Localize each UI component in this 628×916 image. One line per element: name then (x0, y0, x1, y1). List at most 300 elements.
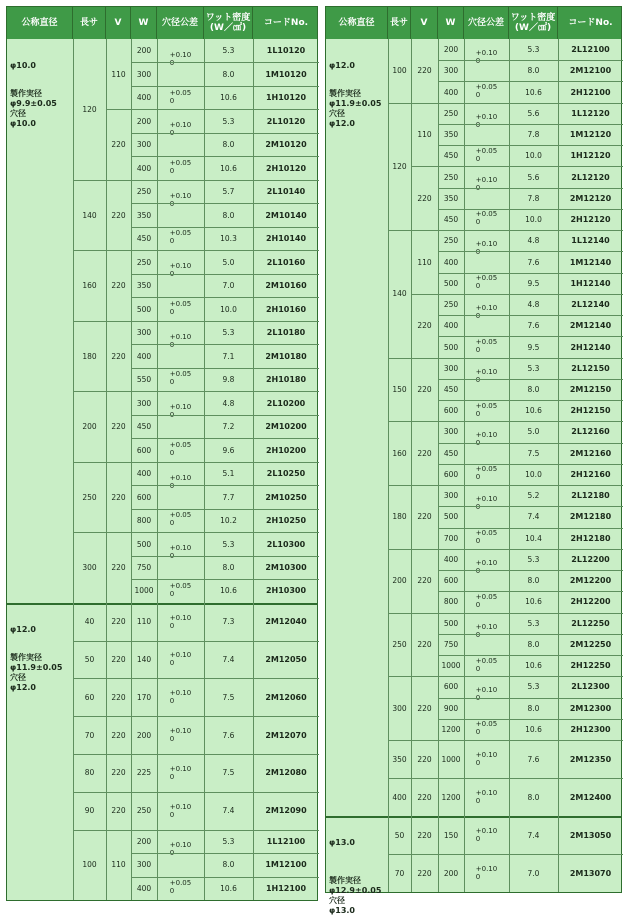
watt-value: 200 (136, 836, 152, 846)
voltage-value: 220 (111, 492, 126, 502)
watt-density-value: 5.0 (222, 257, 235, 267)
product-code: 2M12090 (265, 806, 307, 816)
hole-tolerance: +0.10 0 (475, 431, 498, 448)
product-code: 2M12100 (569, 66, 612, 76)
product-code: 2M12060 (265, 692, 307, 702)
watt-density-value: 7.0 (222, 281, 235, 291)
product-code: 1H12100 (265, 883, 307, 893)
watt-density-value: 5.7 (222, 187, 235, 197)
product-code: 2M12250 (569, 639, 612, 649)
diameter-label-line: φ11.9±0.05 (329, 99, 382, 108)
diameter-label-line: 穴径 (10, 109, 26, 118)
header-volt: V (411, 7, 438, 39)
product-code: 2M10120 (265, 140, 307, 150)
product-code: 2H12100 (570, 87, 611, 97)
voltage-value: 220 (111, 692, 126, 702)
watt-value: 500 (136, 539, 152, 549)
product-code: 2M12150 (569, 384, 612, 394)
length-value: 160 (82, 281, 97, 291)
header-volt: V (106, 7, 131, 39)
watt-density-value: 8.0 (527, 66, 540, 76)
length-value: 100 (82, 860, 97, 870)
watt-value: 200 (443, 868, 459, 878)
watt-value: 300 (136, 328, 152, 338)
watt-density-value: 5.2 (527, 491, 540, 501)
watt-value: 200 (443, 45, 459, 55)
watt-density-value: 5.3 (222, 328, 235, 338)
product-code: 1L12100 (266, 836, 306, 846)
watt-value: 450 (443, 448, 459, 458)
watt-density-value: 10.6 (220, 883, 237, 893)
watt-density-value: 7.8 (527, 193, 540, 203)
watt-value: 700 (443, 533, 459, 543)
watt-value: 500 (443, 342, 459, 352)
product-code: 2M12180 (569, 512, 612, 522)
hole-tolerance: +0.10 0 (169, 651, 192, 668)
watt-density-value: 7.4 (222, 806, 235, 816)
voltage-value: 220 (111, 617, 126, 627)
voltage-value: 220 (417, 512, 432, 522)
voltage-value: 220 (417, 868, 432, 878)
watt-value: 400 (136, 163, 152, 173)
length-value: 300 (392, 703, 407, 713)
watt-density-value: 10.6 (525, 661, 542, 671)
product-code: 2H12180 (570, 533, 611, 543)
watt-density-value: 8.0 (222, 860, 235, 870)
watt-value: 400 (443, 554, 459, 564)
product-code: 2L12160 (571, 427, 610, 437)
watt-density-value: 10.4 (525, 533, 542, 543)
watt-value: 110 (136, 617, 152, 627)
watt-value: 400 (136, 883, 152, 893)
product-code: 2H10250 (265, 516, 307, 525)
watt-value: 400 (443, 257, 459, 267)
hole-tolerance: +0.10 0 (475, 751, 498, 767)
watt-value: 400 (136, 351, 152, 361)
watt-value: 300 (443, 66, 459, 76)
watt-density-value: 10.6 (220, 586, 237, 596)
hole-tolerance: +0.05 0 (169, 299, 192, 316)
watt-density-value: 8.0 (527, 792, 540, 802)
hole-tolerance: +0.10 0 (475, 827, 498, 843)
watt-density-value: 10.0 (220, 304, 237, 314)
diameter-label-line: φ11.9±0.05 (10, 662, 63, 672)
voltage-value: 110 (111, 860, 126, 870)
watt-value: 450 (136, 234, 152, 244)
watt-value: 350 (136, 281, 152, 291)
header-watt: W (438, 7, 464, 39)
watt-density-value: 5.3 (527, 363, 540, 373)
voltage-value: 220 (111, 210, 126, 220)
header-code: コードNo. (263, 18, 309, 28)
hole-tolerance: +0.10 0 (475, 112, 498, 129)
watt-value: 750 (443, 639, 459, 649)
diameter-label-block (326, 816, 388, 915)
hole-tolerance: +0.10 0 (475, 303, 498, 320)
watt-density-value: 5.3 (527, 618, 540, 628)
hole-tolerance: +0.10 0 (475, 49, 498, 66)
watt-density-value: 10.6 (525, 406, 542, 416)
grid-line (411, 39, 412, 892)
hole-tolerance: +0.10 0 (475, 176, 498, 193)
product-code: 1L12140 (571, 236, 610, 246)
watt-density-value: 7.8 (527, 130, 540, 140)
hole-tolerance: +0.05 0 (475, 656, 498, 673)
watt-density-value: 5.3 (527, 45, 540, 55)
product-code: 2H10120 (265, 163, 307, 173)
watt-density-value: 7.6 (527, 257, 540, 267)
voltage-value: 110 (417, 130, 432, 140)
voltage-value: 220 (111, 351, 126, 361)
voltage-value: 220 (111, 654, 126, 664)
watt-density-value: 5.6 (527, 108, 540, 118)
voltage-value: 220 (417, 792, 432, 802)
product-code: 1M10120 (265, 69, 307, 79)
product-code: 2M12050 (265, 654, 307, 664)
product-code: 2L12300 (571, 682, 610, 692)
watt-value: 600 (443, 469, 459, 479)
watt-value: 400 (136, 93, 152, 103)
grid-line (131, 39, 132, 900)
product-code: 2M10200 (265, 422, 307, 432)
diameter-label-block (326, 39, 388, 816)
watt-value: 300 (136, 860, 152, 870)
hole-tolerance: +0.05 0 (475, 83, 498, 100)
product-code: 2H12150 (570, 406, 611, 416)
hole-tolerance: +0.10 0 (475, 789, 498, 805)
voltage-value: 220 (417, 754, 432, 764)
product-code: 2L10300 (266, 539, 306, 549)
watt-value: 300 (136, 69, 152, 79)
watt-density-value: 10.2 (220, 516, 237, 525)
hole-tolerance: +0.10 0 (169, 802, 192, 819)
watt-density-value: 9.5 (527, 342, 540, 352)
watt-density-value: 10.6 (525, 597, 542, 607)
product-code: 2L10180 (266, 328, 306, 338)
product-code: 2M13050 (569, 830, 612, 840)
product-code: 2L10140 (266, 187, 306, 197)
product-code: 1M12100 (265, 860, 307, 870)
watt-value: 600 (136, 445, 152, 455)
voltage-value: 220 (417, 830, 432, 840)
watt-value: 200 (136, 46, 152, 56)
watt-value: 450 (443, 384, 459, 394)
header-length: 長サ (73, 7, 106, 39)
header-density: ワット密度 (W／㎠) (204, 7, 253, 39)
watt-density-value: 7.5 (222, 768, 235, 778)
product-code: 1L10120 (266, 46, 306, 56)
watt-density-value: 8.0 (527, 576, 540, 586)
watt-density-value: 9.6 (222, 445, 235, 455)
header-diameter: 公称直径 (326, 7, 388, 39)
hole-tolerance: +0.10 0 (475, 558, 498, 575)
product-code: 2M12140 (569, 321, 612, 331)
watt-density-value: 7.2 (222, 422, 235, 432)
diameter-label-block (7, 603, 73, 900)
grid-line (438, 39, 439, 892)
hole-tolerance: +0.10 0 (169, 403, 192, 420)
hole-tolerance: +0.05 0 (475, 146, 498, 163)
length-value: 400 (392, 792, 407, 802)
watt-value: 600 (443, 406, 459, 416)
watt-density-value: 7.7 (222, 492, 235, 502)
product-code: 2L12180 (571, 491, 610, 501)
diameter-label-line: 製作実径 (10, 89, 42, 98)
watt-value: 150 (443, 830, 459, 840)
watt-density-value: 8.0 (222, 69, 235, 79)
watt-value: 600 (443, 682, 459, 692)
diameter-label-line: 製作実径 (10, 652, 42, 662)
product-code: 1M12140 (569, 257, 612, 267)
watt-value: 300 (136, 398, 152, 408)
watt-value: 450 (443, 151, 459, 161)
hole-tolerance: +0.05 0 (475, 337, 498, 354)
voltage-value: 110 (111, 69, 126, 79)
product-code: 2H12250 (570, 661, 611, 671)
length-value: 160 (392, 448, 407, 458)
watt-density-value: 5.3 (222, 46, 235, 56)
product-code: 2L12140 (571, 300, 610, 310)
right-spec-table (325, 6, 622, 915)
watt-value: 1000 (441, 661, 461, 671)
product-code: 2M10180 (265, 351, 307, 361)
voltage-value: 220 (417, 66, 432, 76)
watt-value: 450 (443, 215, 459, 225)
watt-density-value: 10.3 (220, 234, 237, 244)
watt-density-value: 8.0 (222, 140, 235, 150)
product-code: 2H10180 (265, 375, 307, 385)
product-code: 1M12120 (569, 130, 612, 140)
watt-density-value: 7.4 (527, 830, 540, 840)
diameter-label-line: 製作実径 (329, 876, 361, 885)
watt-density-value: 7.5 (527, 448, 540, 458)
watt-density-value: 4.8 (527, 300, 540, 310)
product-code: 2H10160 (265, 304, 307, 314)
hole-tolerance: +0.10 0 (169, 121, 192, 138)
voltage-value: 220 (417, 639, 432, 649)
watt-density-value: 5.3 (222, 539, 235, 549)
hole-tolerance: +0.10 0 (169, 689, 192, 706)
product-code: 2M10300 (265, 562, 307, 572)
watt-value: 500 (443, 512, 459, 522)
grid-line (388, 39, 389, 892)
watt-density-value: 7.0 (527, 868, 540, 878)
watt-value: 350 (136, 210, 152, 220)
watt-density-value: 7.1 (222, 351, 235, 361)
watt-density-value: 10.6 (220, 93, 237, 103)
length-value: 180 (82, 351, 97, 361)
product-code: 2H12160 (570, 469, 611, 479)
watt-density-value: 7.6 (222, 730, 235, 740)
watt-density-value: 8.0 (527, 384, 540, 394)
length-value: 90 (84, 806, 95, 816)
watt-value: 350 (443, 130, 459, 140)
watt-value: 250 (136, 187, 152, 197)
product-code: 2M12080 (265, 768, 307, 778)
product-code: 1L12120 (571, 108, 610, 118)
length-value: 80 (84, 768, 95, 778)
length-value: 100 (392, 66, 407, 76)
length-value: 70 (394, 868, 405, 878)
watt-density-value: 5.0 (527, 427, 540, 437)
watt-density-value: 10.6 (525, 724, 542, 734)
watt-value: 900 (443, 703, 459, 713)
watt-value: 200 (136, 116, 152, 126)
diameter-label-line: φ12.0 (329, 119, 355, 128)
header-density: ワット密度 (W／㎠) (509, 7, 558, 39)
product-code: 2M10140 (265, 210, 307, 220)
length-value: 120 (392, 161, 407, 171)
voltage-value: 220 (417, 384, 432, 394)
hole-tolerance: +0.10 0 (169, 262, 192, 279)
length-value: 300 (82, 562, 97, 572)
voltage-value: 220 (111, 768, 126, 778)
watt-value: 550 (136, 375, 152, 385)
length-value: 140 (392, 289, 407, 299)
product-code: 2M12350 (569, 754, 612, 764)
hole-tolerance: +0.10 0 (169, 332, 192, 349)
watt-value: 500 (443, 278, 459, 288)
hole-tolerance: +0.05 0 (169, 581, 192, 598)
watt-density-value: 7.6 (527, 321, 540, 331)
diameter-label-line: 穴径 (329, 109, 345, 118)
voltage-value: 220 (417, 193, 432, 203)
watt-value: 250 (443, 108, 459, 118)
watt-density-value: 7.3 (222, 617, 235, 627)
length-value: 40 (84, 617, 95, 627)
watt-density-value: 9.8 (222, 375, 235, 385)
table-header (7, 7, 317, 39)
product-code: 2H10300 (265, 586, 307, 596)
hole-tolerance: +0.05 0 (169, 511, 192, 528)
product-code: 2M12400 (569, 792, 612, 802)
product-code: 1H12120 (570, 151, 611, 161)
product-code: 2H12120 (570, 215, 611, 225)
hole-tolerance: +0.10 0 (475, 622, 498, 639)
watt-value: 400 (443, 87, 459, 97)
watt-density-value: 5.3 (222, 836, 235, 846)
hole-tolerance: +0.10 0 (169, 841, 192, 858)
length-value: 200 (392, 576, 407, 586)
hole-tolerance: +0.10 0 (475, 240, 498, 257)
product-code: 2L10250 (266, 469, 306, 479)
watt-density-value: 9.5 (527, 278, 540, 288)
voltage-value: 220 (111, 806, 126, 816)
length-value: 50 (394, 830, 405, 840)
watt-value: 400 (443, 321, 459, 331)
watt-density-value: 8.0 (222, 562, 235, 572)
hole-tolerance: +0.10 0 (169, 764, 192, 781)
header-watt: W (131, 7, 157, 39)
diameter-label-line: φ13.0 (329, 838, 355, 847)
voltage-value: 220 (417, 576, 432, 586)
watt-value: 250 (443, 236, 459, 246)
product-code: 2H12300 (570, 724, 611, 734)
watt-value: 500 (136, 304, 152, 314)
grid-line (558, 39, 559, 892)
watt-density-value: 8.0 (222, 210, 235, 220)
hole-tolerance: +0.05 0 (169, 440, 192, 457)
watt-density-value: 5.3 (222, 116, 235, 126)
watt-density-value: 7.6 (527, 754, 540, 764)
hole-tolerance: +0.05 0 (169, 370, 192, 387)
voltage-value: 220 (111, 422, 126, 432)
length-value: 180 (392, 512, 407, 522)
hole-tolerance: +0.05 0 (475, 592, 498, 609)
length-value: 200 (82, 422, 97, 432)
voltage-value: 220 (111, 281, 126, 291)
diameter-label-line (10, 75, 13, 85)
diameter-label-line: φ12.0 (10, 682, 36, 692)
product-code: 2M12200 (569, 576, 612, 586)
product-code: 1H12140 (570, 278, 611, 288)
voltage-value: 220 (111, 562, 126, 572)
grid-line (157, 39, 158, 900)
diameter-label-line (329, 75, 332, 85)
watt-value: 300 (136, 140, 152, 150)
product-code: 2M12120 (569, 193, 612, 203)
watt-value: 300 (443, 363, 459, 373)
product-code: 1H10120 (265, 93, 307, 103)
watt-value: 600 (443, 576, 459, 586)
header-length: 長サ (388, 7, 411, 39)
product-code: 2M12040 (265, 617, 307, 627)
hole-tolerance: +0.05 0 (475, 274, 498, 291)
watt-density-value: 7.4 (222, 654, 235, 664)
hole-tolerance: +0.10 0 (169, 473, 192, 490)
watt-value: 1000 (134, 586, 154, 596)
watt-density-value: 4.8 (527, 236, 540, 246)
product-code: 2L12100 (571, 45, 610, 55)
length-value: 150 (392, 384, 407, 394)
hole-tolerance: +0.10 0 (169, 613, 192, 630)
hole-tolerance: +0.05 0 (169, 159, 192, 175)
watt-value: 750 (136, 562, 152, 572)
watt-value: 600 (136, 492, 152, 502)
diameter-label-line: φ12.0 (10, 624, 36, 634)
watt-density-value: 10.6 (525, 87, 542, 97)
hole-tolerance: +0.10 0 (169, 727, 192, 744)
voltage-value: 220 (111, 730, 126, 740)
hole-tolerance: +0.05 0 (475, 401, 498, 418)
hole-tolerance: +0.10 0 (169, 191, 192, 208)
hole-tolerance: +0.05 0 (169, 88, 192, 105)
grid-line (253, 39, 254, 900)
product-code: 2M12160 (569, 448, 612, 458)
length-value: 60 (84, 692, 95, 702)
watt-value: 800 (136, 516, 152, 525)
diameter-label-line (329, 866, 332, 876)
watt-value: 170 (136, 692, 152, 702)
product-code: 2M12070 (265, 730, 307, 740)
length-value: 250 (392, 639, 407, 649)
diameter-label-line: φ9.9±0.05 (10, 99, 57, 108)
product-code: 2H10140 (265, 234, 307, 244)
hole-tolerance: +0.10 0 (475, 865, 498, 881)
product-code: 2H12200 (570, 597, 611, 607)
product-code: 2M12300 (569, 703, 612, 713)
watt-value: 200 (136, 730, 152, 740)
watt-value: 300 (443, 491, 459, 501)
watt-density-value: 10.0 (525, 215, 542, 225)
header-code: コードNo. (568, 18, 613, 28)
voltage-value: 220 (417, 703, 432, 713)
left-spec-table (6, 6, 318, 901)
voltage-value: 220 (417, 448, 432, 458)
watt-value: 140 (136, 654, 152, 664)
watt-density-value: 10.6 (220, 163, 237, 173)
watt-value: 1200 (441, 792, 461, 802)
